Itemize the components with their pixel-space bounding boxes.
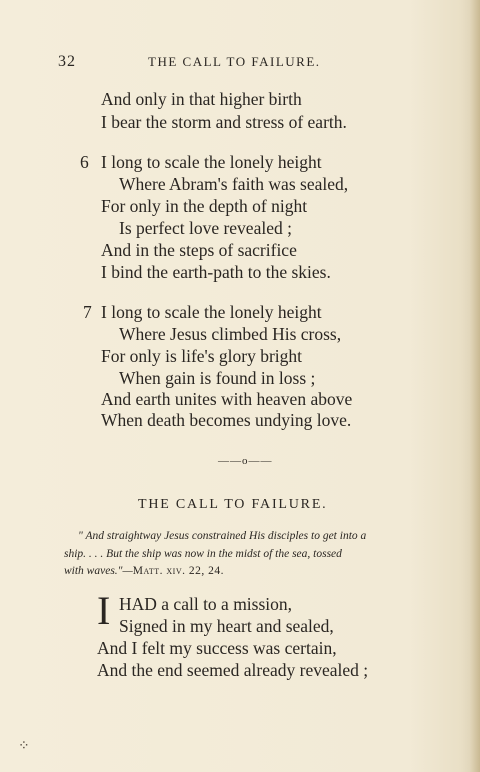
verse-line: I bear the storm and stress of earth. bbox=[101, 112, 347, 132]
epigraph-line bbox=[64, 565, 224, 577]
verse-line: Signed in my heart and sealed, bbox=[119, 616, 334, 636]
verse-line: Where Jesus climbed His cross, bbox=[119, 324, 342, 344]
verse-line: I bind the earth-path to the skies. bbox=[101, 262, 331, 282]
verse-line: When death becomes undying love. bbox=[101, 410, 352, 430]
verse-line: For only is life's glory bright bbox=[101, 346, 302, 366]
running-title: THE CALL TO FAILURE. bbox=[148, 54, 321, 69]
verse-line: And only in that higher birth bbox=[101, 89, 302, 109]
epigraph-line: ship. . . . But the ship was now in the midst of the sea, tossed bbox=[64, 548, 342, 560]
epigraph-line: " And straightway Jesus constrained His disciples to get into a bbox=[78, 530, 367, 542]
verse-line: Is perfect love revealed ; bbox=[119, 218, 292, 238]
page-number: 32 bbox=[58, 53, 76, 70]
verse-line: And in the steps of sacrifice bbox=[101, 240, 297, 260]
verse-line: HAD a call to a mission, bbox=[119, 594, 293, 614]
page-edge bbox=[470, 0, 480, 772]
epigraph-text: with waves."— bbox=[64, 565, 133, 577]
verse-line: Where Abram's faith was sealed, bbox=[119, 174, 349, 194]
section-title: THE CALL TO FAILURE. bbox=[138, 497, 328, 512]
stanza-number: 6 bbox=[80, 152, 89, 172]
verse-line: And earth unites with heaven above bbox=[101, 389, 353, 409]
printer-mark: ⁘ bbox=[18, 739, 30, 754]
stanza-number: 7 bbox=[83, 302, 92, 322]
verse-line: I long to scale the lonely height bbox=[101, 302, 322, 322]
section-ornament: ——o—— bbox=[218, 455, 273, 467]
verse-line: I long to scale the lonely height bbox=[101, 152, 322, 172]
scripture-reference: Matt. xiv. 22, 24. bbox=[132, 565, 224, 577]
verse-line: And I felt my success was certain, bbox=[97, 638, 337, 658]
drop-cap: I bbox=[97, 588, 111, 633]
verse-line: For only in the depth of night bbox=[101, 196, 308, 216]
verse-line: And the end seemed already revealed ; bbox=[97, 660, 369, 680]
verse-line: When gain is found in loss ; bbox=[119, 368, 316, 388]
